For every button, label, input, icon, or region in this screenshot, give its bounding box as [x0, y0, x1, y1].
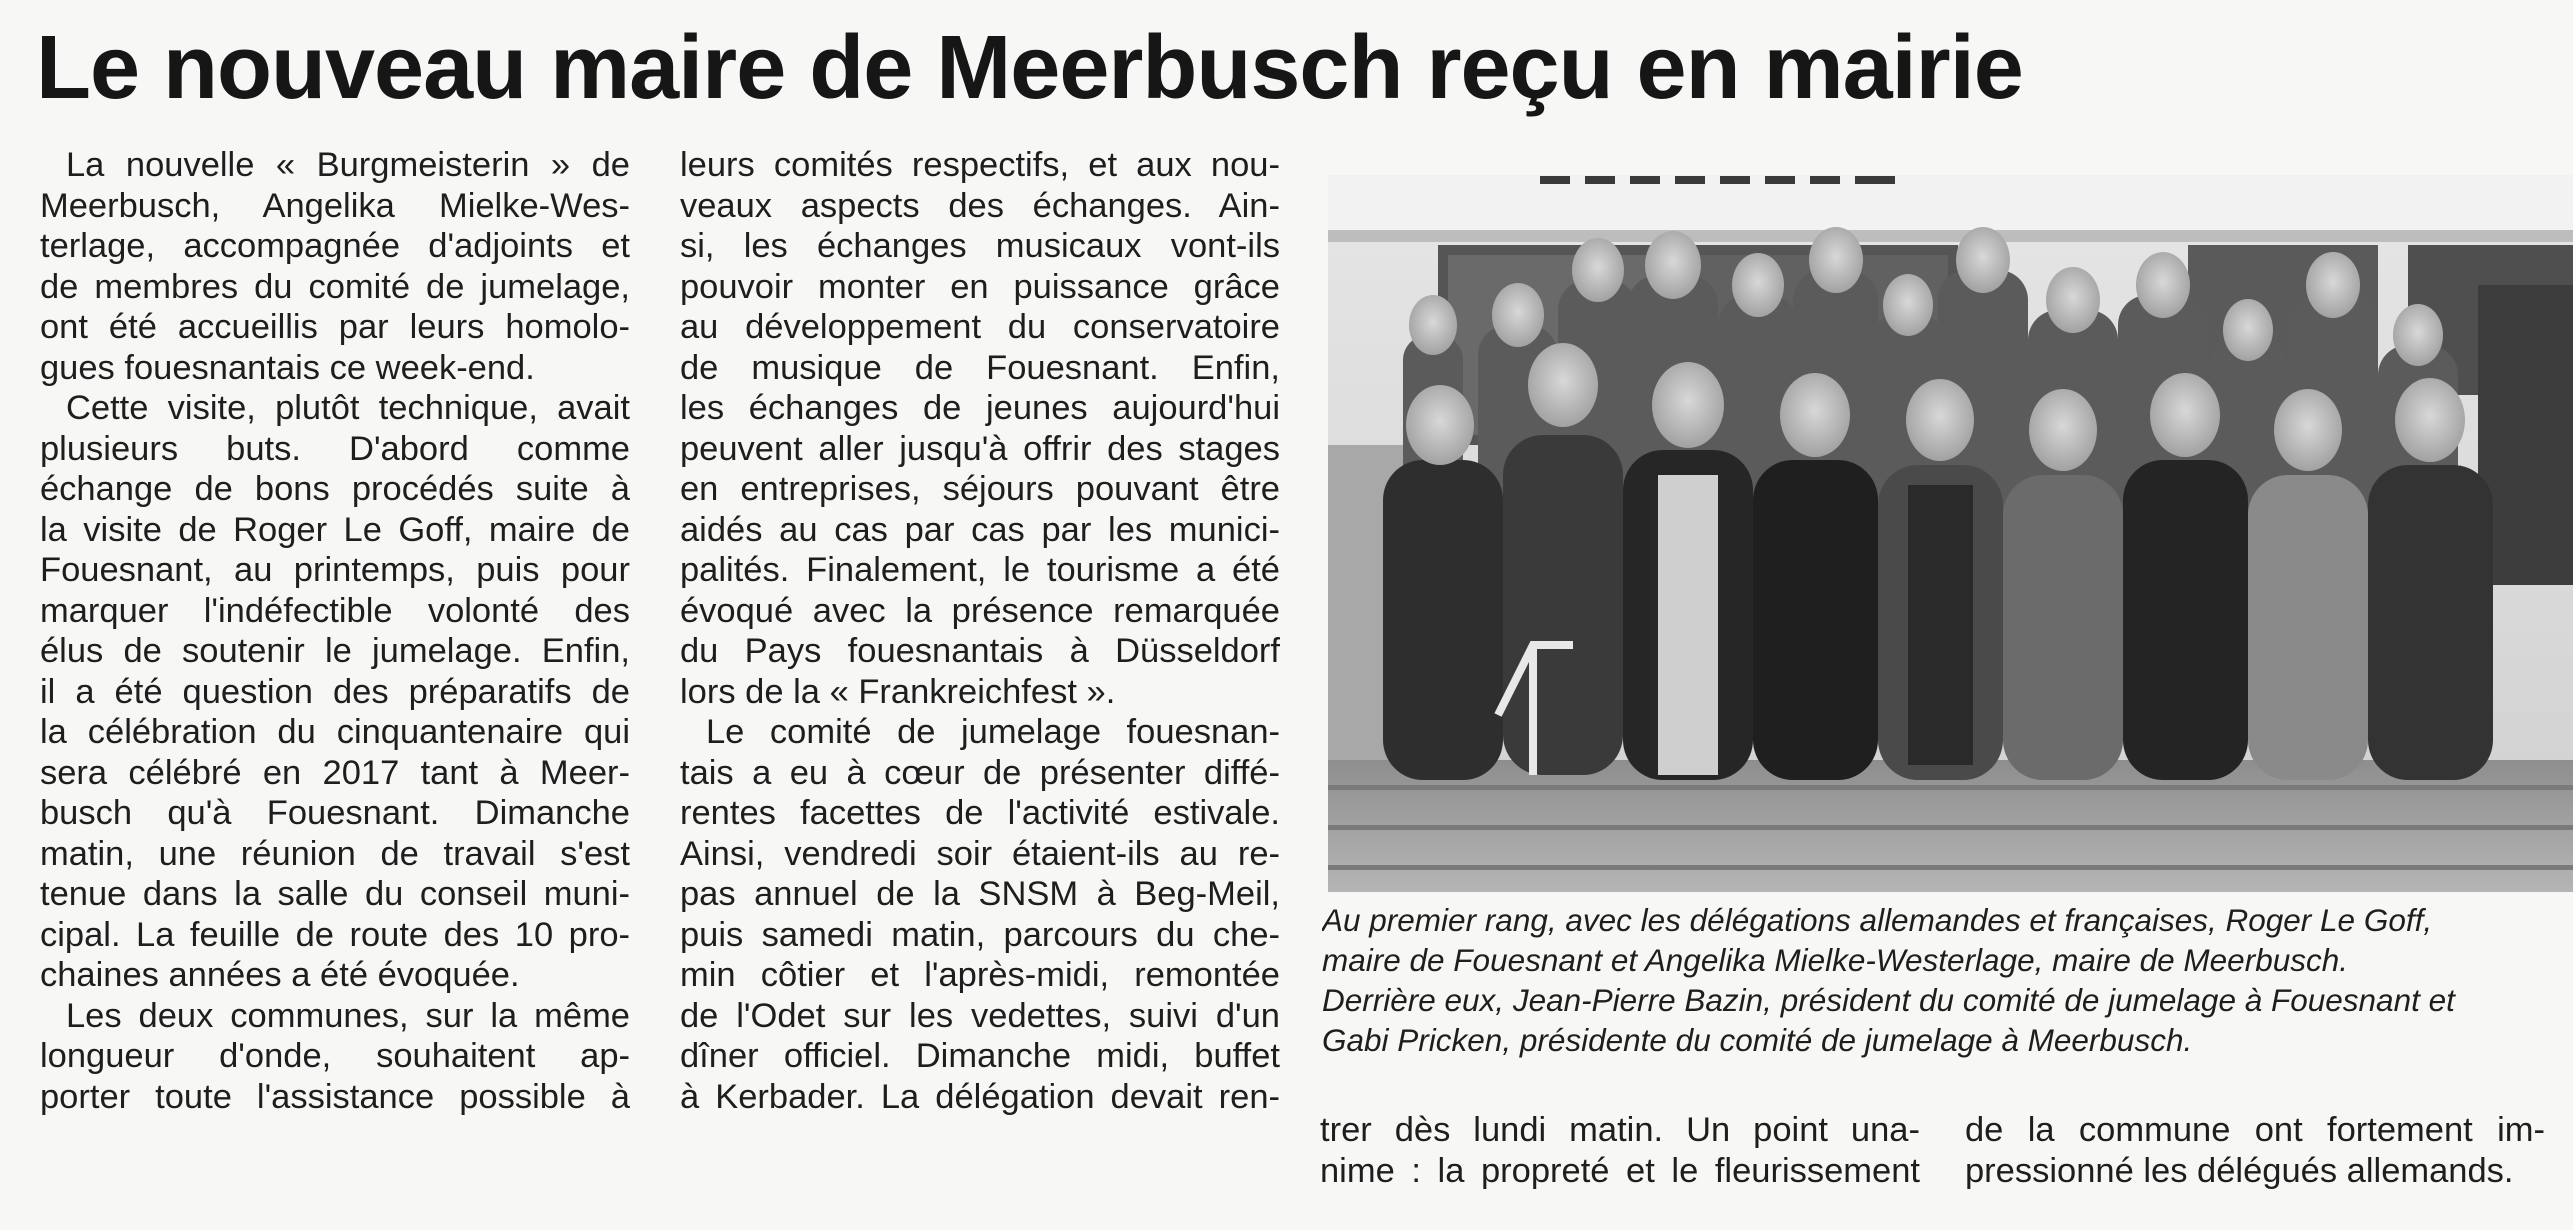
text-line: élus de soutenir le jumelage. Enfin, — [40, 632, 630, 670]
text-line: dîner officiel. Dimanche midi, buffet — [680, 1037, 1280, 1075]
text-line: La nouvelle « Burgmeisterin » de — [66, 146, 630, 184]
article-column-4 — [1965, 1110, 2545, 1191]
text-line: Cette visite, plutôt technique, avait — [66, 389, 630, 427]
text-line: longueur d'onde, souhaitent ap- — [40, 1037, 630, 1075]
paragraph — [40, 996, 630, 1118]
text-line: Fouesnant, au printemps, puis pour — [40, 551, 630, 589]
text-line: Les deux communes, sur la même — [66, 996, 630, 1035]
group-photo — [1328, 175, 2573, 892]
text-line: lors de la « Frankreichfest ». — [680, 672, 1116, 711]
caption-line: Au premier rang, avec les délégations allemandes et françaises, Roger Le Goff, — [1322, 902, 2433, 938]
text-line: de membres du comité de jumelage, — [40, 267, 630, 306]
text-line: Le comité de jumelage fouesnan- — [706, 713, 1280, 751]
text-line: busch qu'à Fouesnant. Dimanche — [40, 794, 630, 832]
text-line: du Pays fouesnantais à Düsseldorf — [680, 632, 1280, 670]
text-line: de la commune ont fortement im- — [1965, 1111, 2545, 1149]
text-line: échange de bons procédés suite à — [40, 470, 630, 508]
text-line: pas annuel de la SNSM à Beg-Meil, — [680, 875, 1280, 913]
paragraph — [40, 388, 630, 996]
article-headline: Le nouveau maire de Meerbusch reçu en mairie — [36, 18, 2023, 118]
paragraph — [1965, 1110, 2545, 1191]
group-photo-illustration — [1328, 175, 2573, 892]
text-line: plusieurs buts. D'abord comme — [40, 429, 630, 468]
text-line: matin, une réunion de travail s'est — [40, 834, 630, 873]
caption-line: Gabi Pricken, présidente du comité de jumelage à Meerbusch. — [1322, 1022, 2193, 1058]
article-column-2 — [680, 145, 1280, 1117]
paragraph — [680, 145, 1280, 712]
text-line: aidés au cas par cas par les munici- — [680, 510, 1280, 549]
text-line: de l'Odet sur les vedettes, suivi d'un — [680, 996, 1280, 1035]
text-line: la célébration du cinquantenaire qui — [40, 713, 630, 751]
paragraph — [1320, 1110, 1920, 1191]
text-line: puis samedi matin, parcours du che- — [680, 915, 1280, 954]
text-line: rentes facettes de l'activité estivale. — [680, 794, 1280, 832]
text-line: en entreprises, séjours pouvant être — [680, 470, 1280, 508]
text-line: la visite de Roger Le Goff, maire de — [40, 510, 630, 549]
text-line: palités. Finalement, le tourisme a été — [680, 551, 1280, 589]
text-line: tenue dans la salle du conseil muni- — [40, 875, 630, 913]
text-line: tais a eu à cœur de présenter diffé- — [680, 753, 1280, 792]
text-line: leurs comités respectifs, et aux nou- — [680, 146, 1280, 184]
text-line: il a été question des préparatifs de — [40, 672, 630, 711]
text-line: les échanges de jeunes aujourd'hui — [680, 389, 1280, 427]
text-line: cipal. La feuille de route des 10 pro- — [40, 915, 630, 954]
text-line: pouvoir monter en puissance grâce — [680, 267, 1280, 306]
text-line: ont été accueillis par leurs homolo- — [40, 308, 630, 346]
paragraph — [680, 712, 1280, 1117]
paragraph — [40, 145, 630, 388]
text-line: au développement du conservatoire — [680, 308, 1280, 346]
photo-caption — [1322, 900, 2562, 1060]
text-line: nime : la propreté et le fleurissement — [1320, 1151, 1920, 1190]
building-sign-strip — [1540, 172, 1900, 188]
text-line: porter toute l'assistance possible à — [40, 1077, 630, 1116]
text-line: gues fouesnantais ce week-end. — [40, 348, 535, 387]
article-column-1 — [40, 145, 630, 1117]
caption-line: maire de Fouesnant et Angelika Mielke-Westerlage, maire de Meerbusch. — [1322, 942, 2348, 978]
text-line: de musique de Fouesnant. Enfin, — [680, 348, 1280, 387]
text-line: sera célébré en 2017 tant à Meer- — [40, 753, 630, 792]
text-line: évoqué avec la présence remarquée — [680, 591, 1280, 630]
text-line: Meerbusch, Angelika Mielke-Wes- — [40, 186, 630, 225]
caption-line: Derrière eux, Jean-Pierre Bazin, président du comité de jumelage à Fouesnant et — [1322, 982, 2455, 1018]
text-line: chaines années a été évoquée. — [40, 956, 520, 994]
text-line: min côtier et l'après-midi, remontée — [680, 956, 1280, 994]
text-line: terlage, accompagnée d'adjoints et — [40, 227, 630, 265]
text-line: pressionné les délégués allemands. — [1965, 1151, 2514, 1190]
article-column-3 — [1320, 1110, 1920, 1191]
text-line: peuvent aller jusqu'à offrir des stages — [680, 429, 1280, 468]
text-line: trer dès lundi matin. Un point una- — [1320, 1111, 1920, 1149]
text-line: marquer l'indéfectible volonté des — [40, 591, 630, 630]
text-line: veaux aspects des échanges. Ain- — [680, 186, 1280, 225]
text-line: Ainsi, vendredi soir étaient-ils au re- — [680, 834, 1280, 873]
text-line: si, les échanges musicaux vont-ils — [680, 227, 1280, 265]
text-line: à Kerbader. La délégation devait ren- — [680, 1077, 1280, 1116]
